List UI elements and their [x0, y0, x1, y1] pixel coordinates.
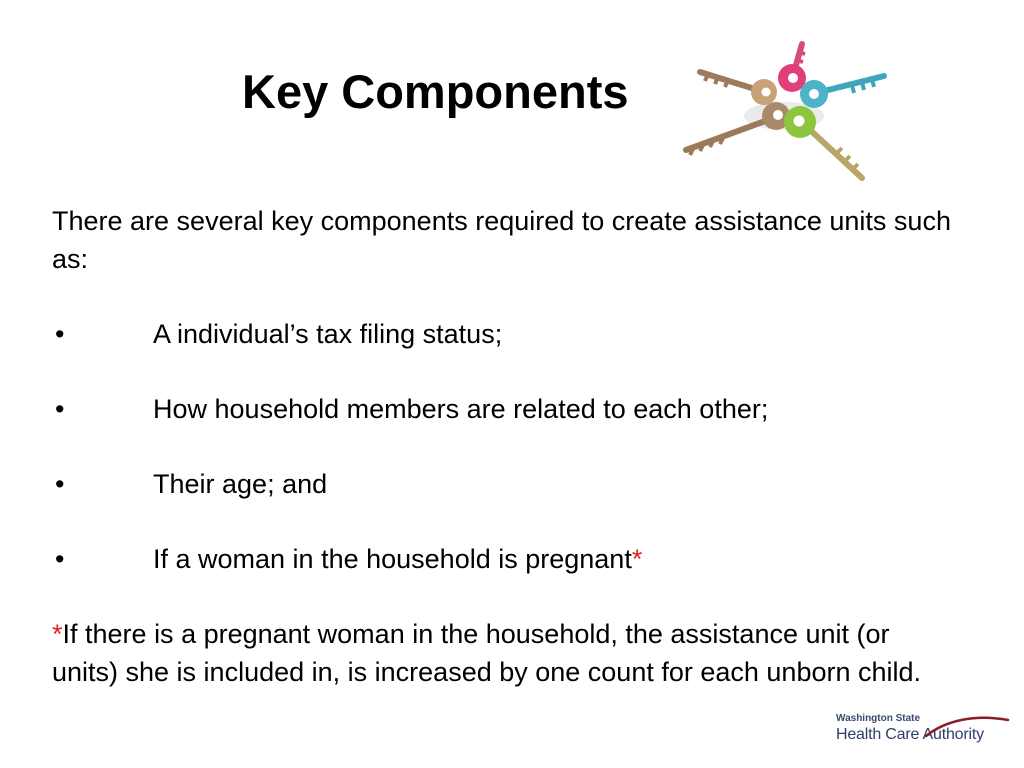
- bullet-text: How household members are related to each other;: [153, 394, 769, 424]
- bullet-text-main: If a woman in the household is pregnant: [153, 544, 632, 574]
- bullet-text: Their age; and: [153, 469, 328, 499]
- list-item: [52, 540, 952, 578]
- colored-keys-icon: [672, 38, 892, 188]
- slide-body: [52, 202, 952, 691]
- intro-text: There are several key components required to create assistance units such as:: [52, 206, 951, 274]
- bullet-dot: •: [55, 544, 65, 574]
- bullet-dot: •: [55, 469, 65, 499]
- list-item: [52, 390, 952, 428]
- slide-title: Key Components: [242, 65, 629, 118]
- bullet-dot: •: [55, 394, 65, 424]
- logo-line2: Health Care Authority: [836, 726, 984, 743]
- bullet-list: [52, 315, 952, 578]
- logo-line1: Washington State: [836, 713, 921, 724]
- footnote-text: If there is a pregnant woman in the household, the assistance unit (or units) she is included in, is increased by one count for each unborn child.: [52, 619, 922, 687]
- hca-logo: [834, 712, 1010, 752]
- list-item: [52, 465, 952, 503]
- footnote-marker: *: [631, 544, 643, 574]
- bullet-text: A individual’s tax filing status;: [153, 319, 503, 349]
- swoosh-icon: [922, 712, 1012, 738]
- bullet-text: [153, 540, 642, 578]
- footnote: [52, 615, 932, 691]
- list-item: [52, 315, 952, 353]
- bullet-dot: •: [55, 319, 65, 349]
- footnote-asterisk: *: [52, 619, 63, 649]
